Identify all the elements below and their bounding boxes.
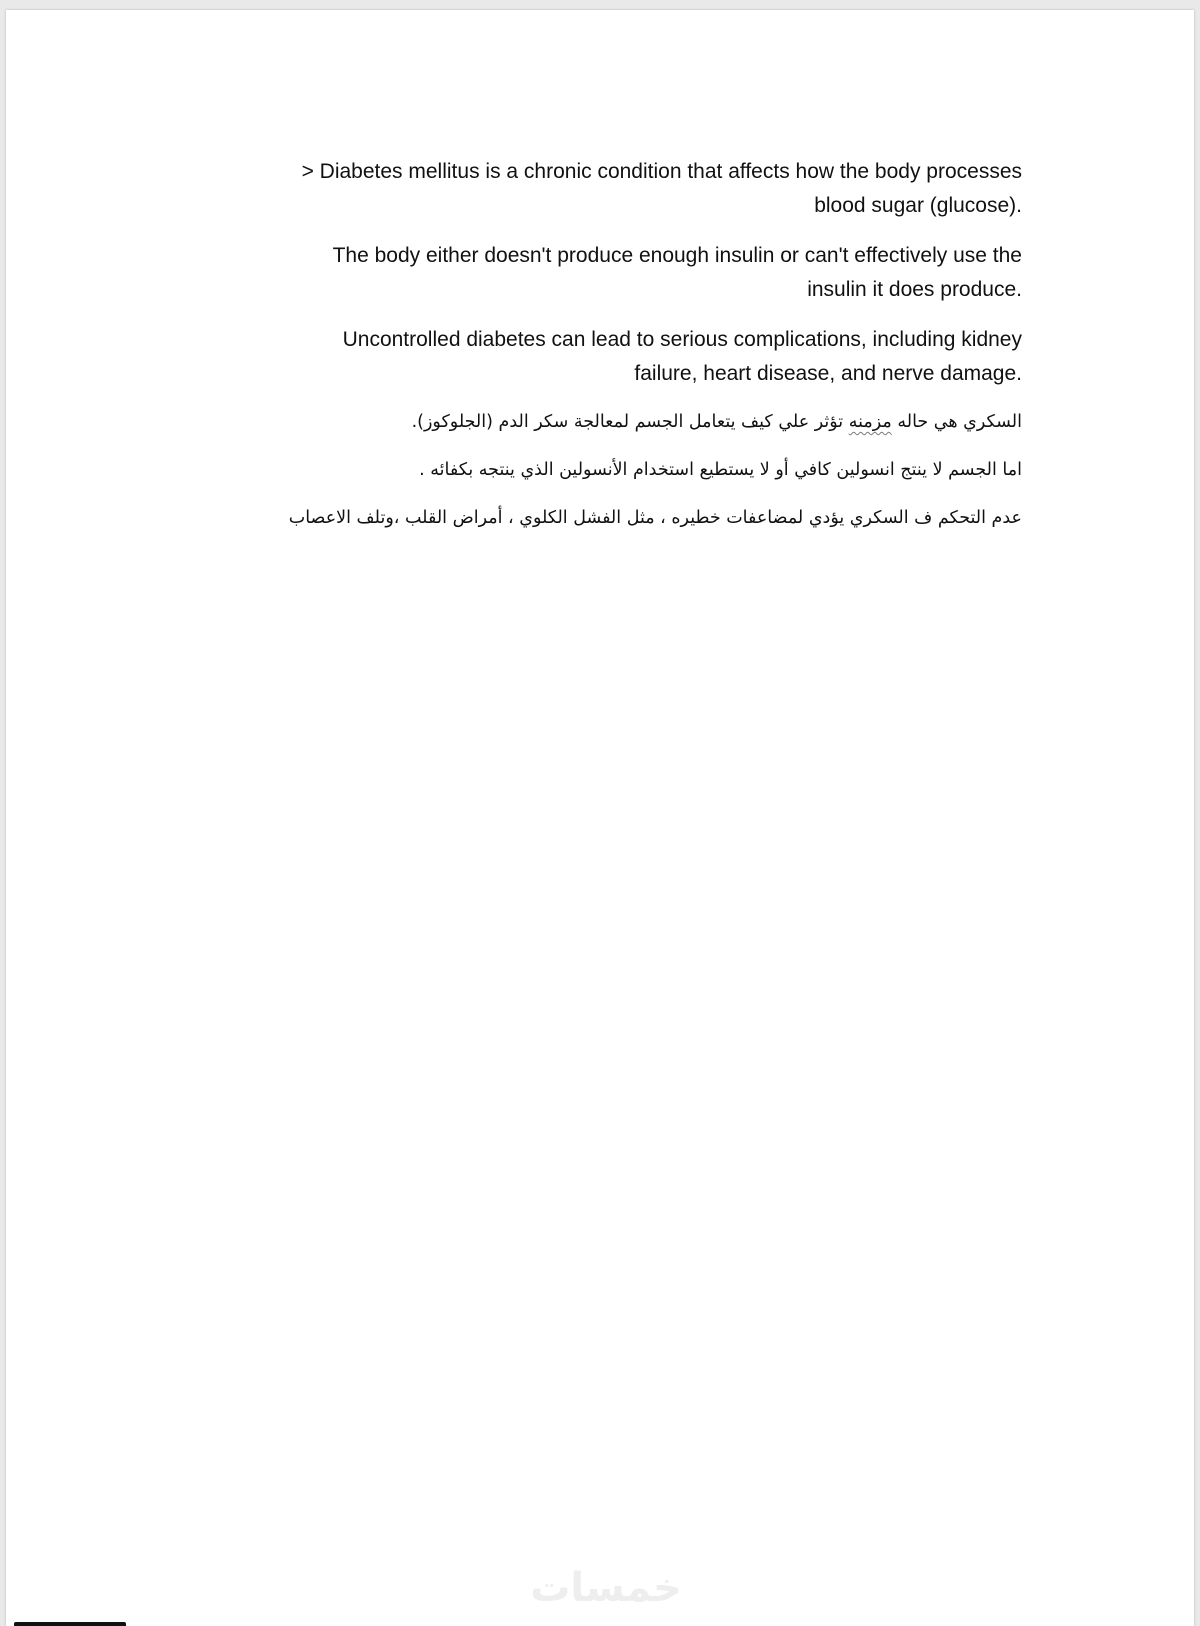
page-content — [206, 155, 1022, 551]
text-line: Diabetes mellitus is a chronic condition that affects how the body processes < — [301, 160, 1022, 183]
document-page — [6, 10, 1194, 1626]
english-paragraph-3 — [206, 323, 1022, 391]
text-line: .blood sugar (glucose) — [814, 194, 1022, 217]
arabic-text-after: تؤثر علي كيف يتعامل الجسم لمعالجة سكر الدم (الجلوكوز). — [411, 412, 849, 432]
text-line: .insulin it does produce — [807, 278, 1022, 301]
arabic-paragraph-3: عدم التحكم ف السكري يؤدي لمضاعفات خطيره ، مثل الفشل الكلوي ، أمراض القلب ،وتلف الاعصاب — [288, 508, 1022, 528]
arabic-paragraph-2: اما الجسم لا ينتج انسولين كافي أو لا يستطيع استخدام الأنسولين الذي ينتجه بكفائه . — [419, 460, 1022, 480]
text-line: .failure, heart disease, and nerve damage — [634, 362, 1022, 385]
watermark-logo: خمسات — [530, 1565, 682, 1611]
text-line: Uncontrolled diabetes can lead to serious complications, including kidney — [342, 328, 1022, 351]
text-line: The body either doesn't produce enough insulin or can't effectively use the — [332, 244, 1022, 267]
spellcheck-underlined-word: مزمنه — [848, 412, 892, 432]
english-paragraph-1 — [206, 155, 1022, 223]
english-paragraph-2 — [206, 239, 1022, 307]
arabic-text-before: السكري هي حاله — [891, 412, 1022, 432]
scroll-indicator — [14, 1622, 126, 1626]
arabic-paragraph-1 — [206, 407, 1022, 437]
